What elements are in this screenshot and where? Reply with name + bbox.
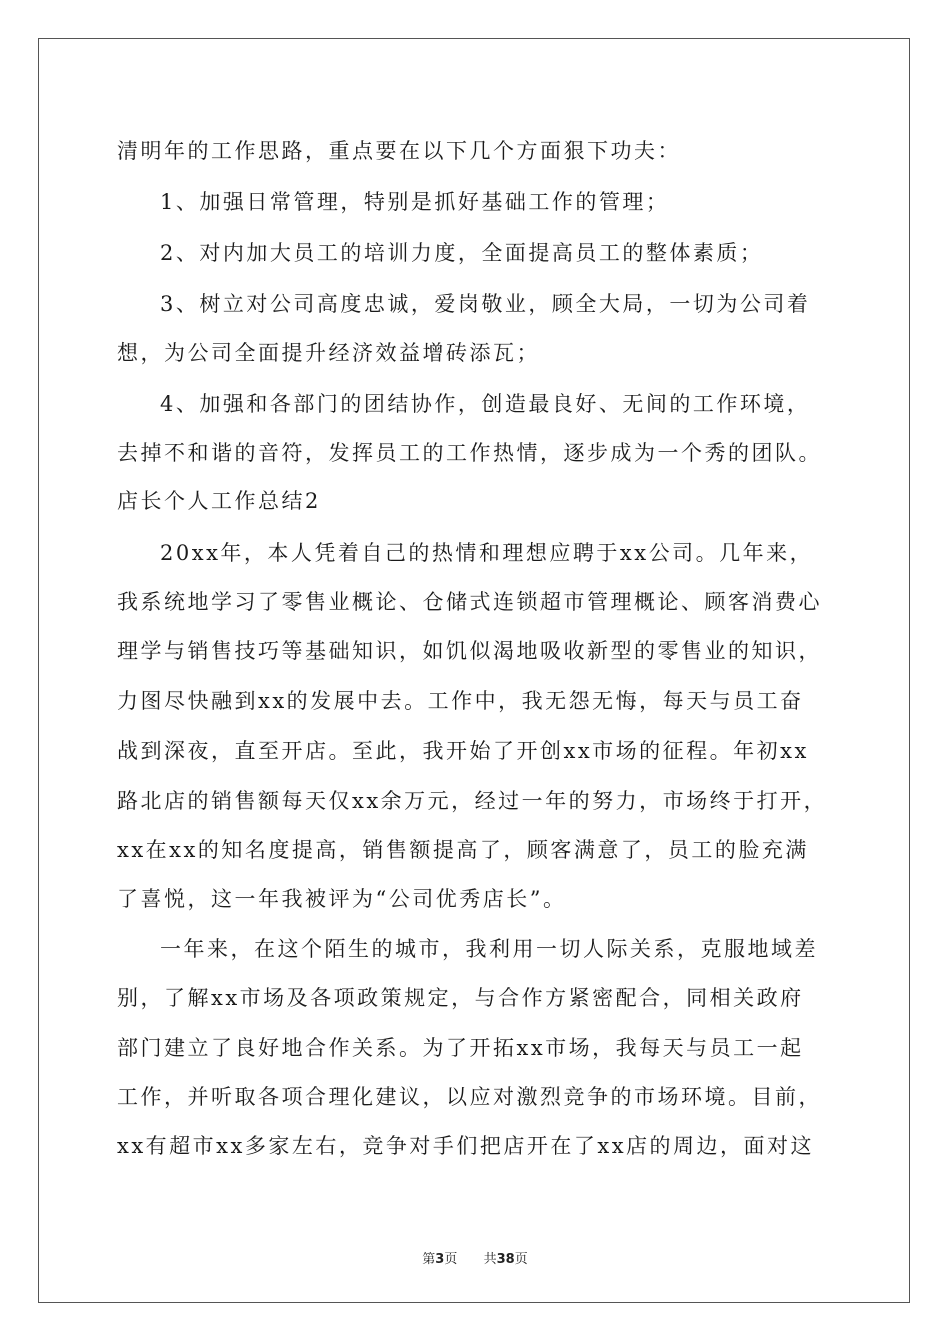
current-page-number: 3 [435,1252,445,1267]
list-item-3: 3、树立对公司高度忠诚，爱岗敬业，顾全大局，一切为公司着 [160,292,811,316]
list-item-3-continued: 想，为公司全面提升经济效益增砖添瓦； [117,341,540,365]
paragraph-line: xx在xx的知名度提高，销售额提高了，顾客满意了，员工的脸充满 [117,838,809,862]
page-number-label: 第3页 [422,1252,458,1267]
paragraph-line: 理学与销售技巧等基础知识，如饥似渴地吸收新型的零售业的知识， [117,639,822,663]
total-pages-label: 共38页 [483,1252,528,1267]
list-item-1: 1、加强日常管理，特别是抓好基础工作的管理； [160,190,670,214]
paragraph-line: 部门建立了良好地合作关系。为了开拓xx市场，我每天与员工一起 [117,1036,804,1060]
list-item-4: 4、加强和各部门的团结协作，创造最良好、无间的工作环境， [160,392,811,416]
list-item-2: 2、对内加大员工的培训力度，全面提高员工的整体素质； [160,241,764,265]
paragraph-line: 战到深夜，直至开店。至此，我开始了开创xx市场的征程。年初xx [117,739,809,763]
text-line: 清明年的工作思路，重点要在以下几个方面狠下功夫： [117,139,681,163]
section-heading: 店长个人工作总结2 [117,489,321,513]
total-page-count: 38 [496,1252,515,1267]
page-border [38,38,910,1303]
list-item-4-continued: 去掉不和谐的音符，发挥员工的工作热情，逐步成为一个秀的团队。 [117,441,822,465]
paragraph-line: 我系统地学习了零售业概论、仓储式连锁超市管理概论、顾客消费心 [117,590,822,614]
paragraph-line: 力图尽快融到xx的发展中去。工作中，我无怨无悔，每天与员工奋 [117,689,804,713]
paragraph-line: 20xx年，本人凭着自己的热情和理想应聘于xx公司。几年来， [160,541,814,565]
paragraph-line: 了喜悦，这一年我被评为“公司优秀店长”。 [117,887,567,911]
paragraph-line: xx有超市xx多家左右，竞争对手们把店开在了xx店的周边，面对这 [117,1134,815,1158]
paragraph-line: 工作，并听取各项合理化建议，以应对激烈竞争的市场环境。目前， [117,1085,822,1109]
paragraph-line: 别，了解xx市场及各项政策规定，与合作方紧密配合，同相关政府 [117,986,804,1010]
paragraph-line: 一年来，在这个陌生的城市，我利用一切人际关系，克服地域差 [160,937,818,961]
page-footer [0,1248,950,1267]
paragraph-line: 路北店的销售额每天仅xx余万元，经过一年的努力，市场终于打开， [117,789,828,813]
